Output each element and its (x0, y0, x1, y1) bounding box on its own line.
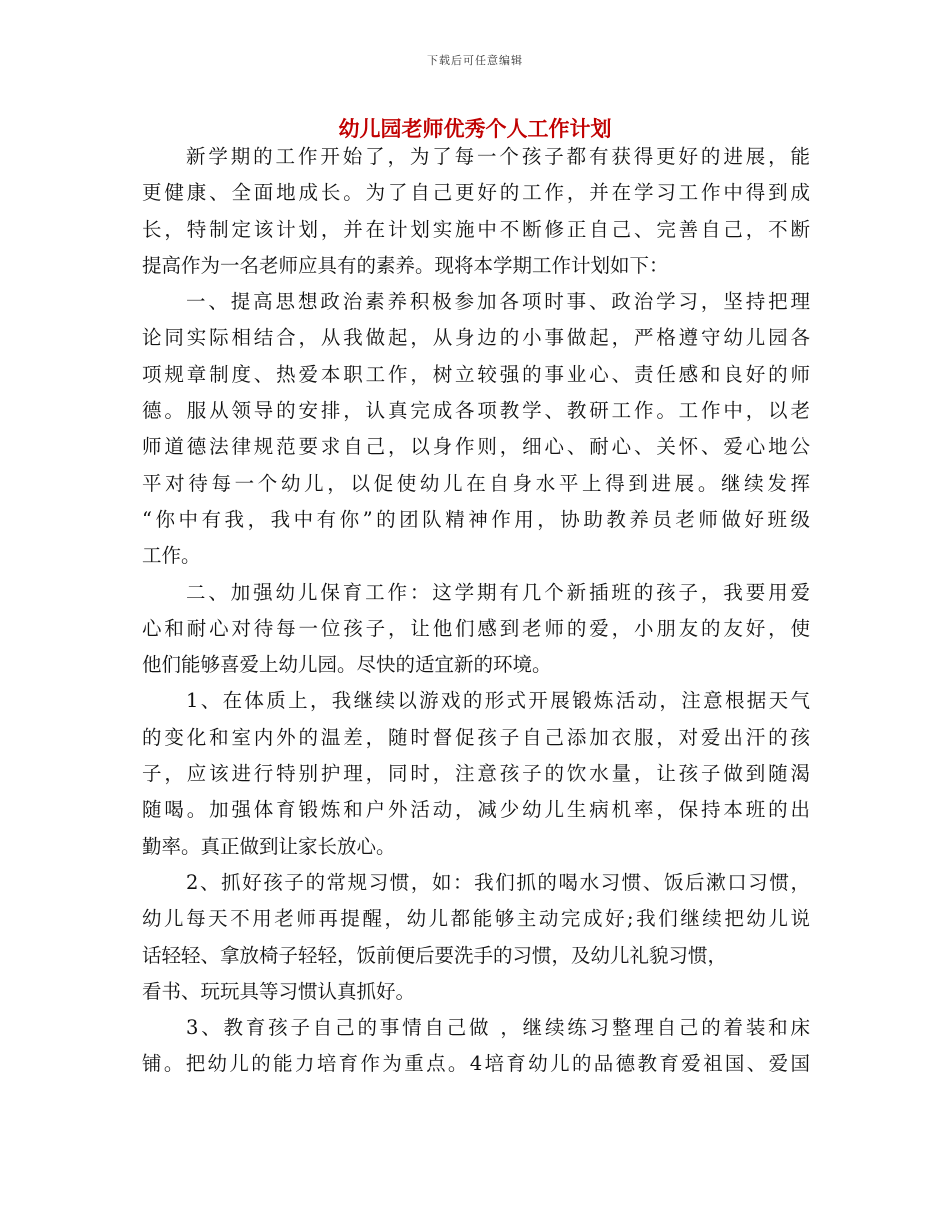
document-title: 幼儿园老师优秀个人工作计划 (338, 117, 612, 141)
text-line: 长，特制定该计划，并在计划实施中不断修正自己、完善自己，不断 (142, 217, 810, 241)
text-line: 心和耐心对待每一位孩子，让他们感到老师的爱，小朋友的友好，使 (142, 616, 810, 640)
text-line: 1、在体质上，我继续以游戏的形式开展锻炼活动，注意根据天气 (186, 689, 810, 713)
text-line: 勤率。真正做到让家长放心。 (142, 834, 396, 858)
text-line: 3、教育孩子自己的事情自己做 ，继续练习整理自己的着装和床 (186, 1016, 810, 1040)
page-header: 下载后可任意编辑 (427, 54, 523, 67)
text-line: 工作。 (142, 544, 201, 568)
text-line: 德。服从领导的安排，认真完成各项教学、教研工作。工作中，以老 (142, 399, 810, 423)
text-line: 二、加强幼儿保育工作：这学期有几个新插班的孩子，我要用爱 (186, 580, 810, 604)
text-line: 话轻轻、拿放椅子轻轻，饭前便后要洗手的习惯，及幼儿礼貌习惯， (142, 943, 728, 967)
text-line: 的变化和室内外的温差，随时督促孩子自己添加衣服，对爱出汗的孩 (142, 725, 810, 749)
document-body (142, 139, 810, 1083)
text-line: 看书、玩玩具等习惯认真抓好。 (142, 979, 416, 1003)
text-line: 论同实际相结合，从我做起，从身边的小事做起，严格遵守幼儿园各 (142, 326, 810, 350)
text-line: 师道德法律规范要求自己，以身作则，细心、耐心、关怀、爱心地公 (142, 435, 810, 459)
text-line: 提高作为一名老师应具有的素养。现将本学期工作计划如下： (142, 253, 669, 277)
text-line: 一、提高思想政治素养积极参加各项时事、政治学习，坚持把理 (186, 290, 810, 314)
text-line: 幼儿每天不用老师再提醒，幼儿都能够主动完成好;我们继续把幼儿说 (142, 907, 810, 931)
text-line: 他们能够喜爱上幼儿园。尽快的适宜新的环境。 (142, 653, 552, 677)
text-line: 2、抓好孩子的常规习惯，如：我们抓的喝水习惯、饭后漱口习惯， (186, 870, 810, 894)
text-line: 更健康、全面地成长。为了自己更好的工作，并在学习工作中得到成 (142, 181, 810, 205)
text-line: 子，应该进行特别护理，同时，注意孩子的饮水量，让孩子做到随渴 (142, 762, 810, 786)
text-line: 平对待每一个幼儿，以促使幼儿在自身水平上得到进展。继续发挥 (142, 471, 810, 495)
text-line: 新学期的工作开始了，为了每一个孩子都有获得更好的进展，能 (186, 145, 810, 168)
text-line: 随喝。加强体育锻炼和户外活动，减少幼儿生病机率，保持本班的出 (142, 798, 810, 822)
text-line: 铺。把幼儿的能力培育作为重点。4培育幼儿的品德教育爱祖国、爱国 (142, 1052, 810, 1076)
text-line: 项规章制度、热爱本职工作，树立较强的事业心、责任感和良好的师 (142, 362, 810, 386)
text-line: “你中有我，我中有你”的团队精神作用，协助教养员老师做好班级 (142, 507, 810, 531)
